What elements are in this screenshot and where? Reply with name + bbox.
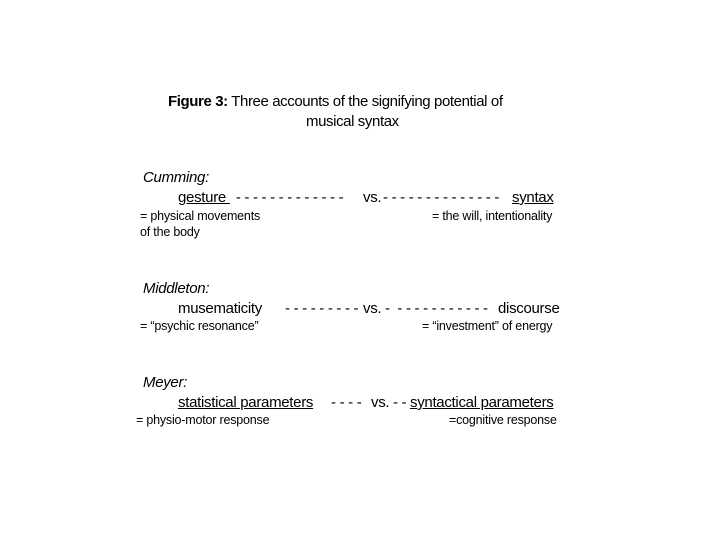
middleton-dashes-left: - - - - - - - - - (285, 300, 359, 317)
meyer-left-term: statistical parameters (178, 394, 314, 411)
cumming-dashes-left: - - - - - - - - - - - - - (232, 189, 344, 206)
figure-label: Figure 3: (168, 93, 228, 110)
author-middleton: Middleton: (143, 280, 210, 297)
meyer-left-desc: = physio-motor response (136, 413, 270, 427)
cumming-right-desc: = the will, intentionality (432, 209, 553, 223)
meyer-dashes-left: - - - - (331, 394, 362, 411)
meyer-right-desc: =cognitive response (449, 413, 557, 427)
author-meyer: Meyer: (143, 374, 188, 391)
meyer-right-term: syntactical parameters (410, 394, 554, 411)
figure-caption: Three accounts of the signifying potential of (227, 93, 503, 110)
cumming-dashes-right: - - - - - - - - - - - - - - (383, 189, 500, 206)
cumming-left-desc-1: = physical movements (140, 209, 261, 223)
cumming-left-desc-2: of the body (140, 225, 200, 239)
meyer-vs: vs. (371, 394, 390, 411)
middleton-dashes-right: - - - - - - - - - - - - (385, 300, 488, 317)
cumming-right-term: syntax (512, 189, 554, 206)
middleton-left-desc: = “psychic resonance” (140, 319, 259, 333)
middleton-right-desc: = “investment” of energy (422, 319, 553, 333)
cumming-left-term: gesture (178, 189, 230, 206)
middleton-vs: vs. (363, 300, 382, 317)
figure-title-line-1 (168, 94, 503, 109)
figure-title-line-2: musical syntax (306, 113, 399, 130)
cumming-vs: vs. (363, 189, 382, 206)
author-cumming: Cumming: (143, 169, 209, 186)
middleton-right-term: discourse (498, 300, 560, 317)
middleton-left-term: musematicity (178, 300, 262, 317)
meyer-dashes-right: - - (393, 394, 407, 411)
